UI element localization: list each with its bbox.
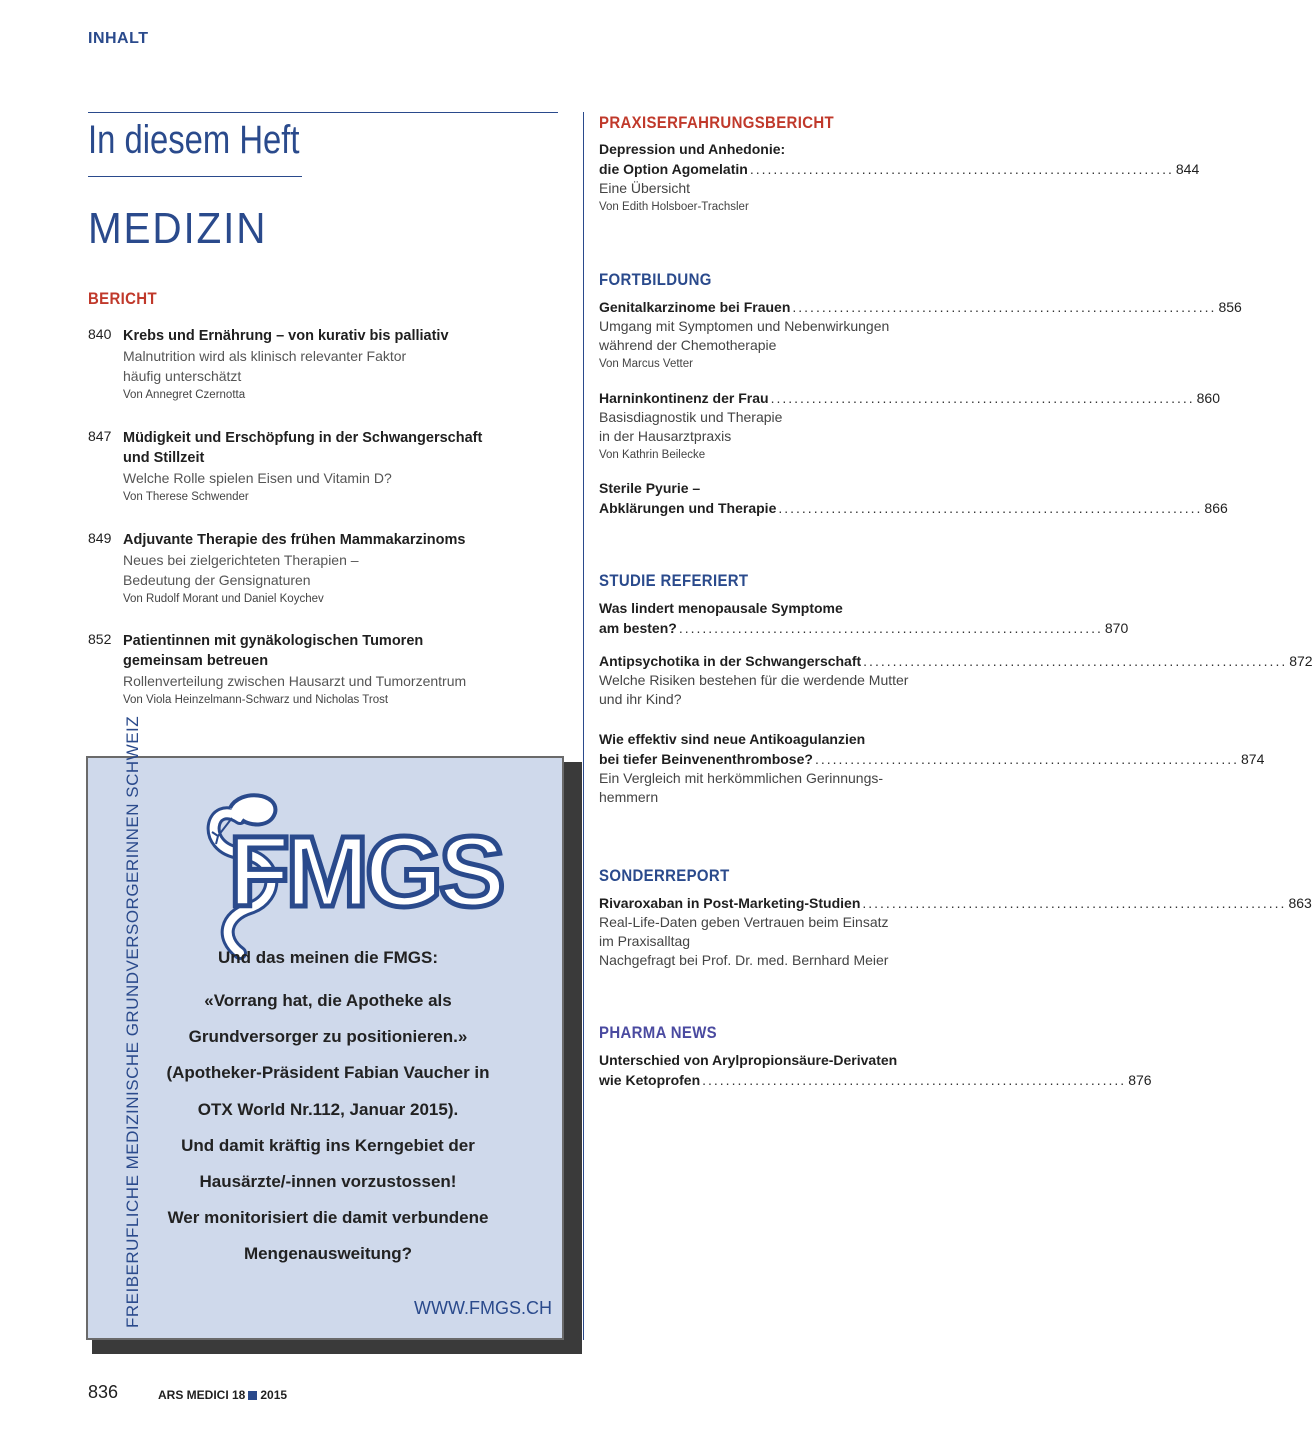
entry-title: Patientinnen mit gynäkologischen Tumoren — [123, 633, 424, 649]
toc-entry[interactable] — [599, 651, 1313, 709]
page-title: In diesem Heft — [88, 118, 300, 162]
fmgs-advertisement[interactable] — [86, 715, 564, 1340]
entry-subtitle: Neues bei zielgerichteten Therapien – — [123, 552, 359, 568]
entry-subtitle: Malnutrition wird als klinisch relevanter Faktor — [123, 348, 407, 364]
entry-author: Von Marcus Vetter — [599, 358, 693, 370]
entry-subtitle: Basisdiagnostik und Therapie — [599, 409, 783, 425]
ad-line: Hausärzte/-innen vorzustossen! — [199, 1172, 457, 1191]
entry-subtitle: Umgang mit Symptomen und Nebenwirkungen — [599, 318, 890, 334]
journal-name: ARS MEDICI 18 — [158, 1388, 246, 1402]
category-praxiserfahrungsbericht: PRAXISERFAHRUNGSBERICHT — [599, 113, 835, 132]
ad-line: (Apotheker-Präsident Fabian Vaucher in — [166, 1063, 490, 1082]
toc-entry[interactable] — [599, 893, 1312, 970]
entry-title: am besten? — [599, 620, 677, 636]
entry-page: 860 — [1196, 390, 1220, 406]
leader-dots: ........................................................................ — [678, 620, 1103, 636]
entry-subtitle: hemmern — [599, 789, 659, 805]
entry-title: Sterile Pyurie – — [599, 480, 701, 496]
entry-author: Von Viola Heinzelmann-Schwarz und Nicholas Trost — [123, 694, 389, 706]
entry-subtitle: Bedeutung der Gensignaturen — [123, 572, 311, 588]
category-studie-referiert: STUDIE REFERIERT — [599, 571, 749, 590]
entry-title: Harninkontinenz der Frau — [599, 390, 769, 406]
entry-subtitle: in der Hausarztpraxis — [599, 428, 732, 444]
entry-subtitle: Rollenverteilung zwischen Hausarzt und Tumorzentrum — [123, 673, 467, 689]
category-fortbildung: FORTBILDUNG — [599, 270, 712, 289]
ad-line: Und das meinen die FMGS: — [217, 948, 439, 967]
entry-title: die Option Agomelatin — [599, 161, 748, 177]
leader-dots: ........................................................................ — [863, 653, 1288, 669]
heading-rule — [88, 176, 302, 177]
ad-line: Grundversorger zu positionieren.» — [188, 1027, 468, 1046]
entry-author: Von Annegret Czernotta — [123, 389, 246, 401]
entry-title: Antipsychotika in der Schwangerschaft — [599, 653, 862, 669]
entry-title: Genitalkarzinome bei Frauen — [599, 299, 791, 315]
entry-subtitle: und ihr Kind? — [599, 691, 682, 707]
journal-year: 2015 — [260, 1388, 288, 1402]
ad-line: Und damit kräftig ins Kerngebiet der — [181, 1136, 475, 1155]
square-icon — [248, 1391, 257, 1400]
ad-line: OTX World Nr.112, Januar 2015). — [197, 1100, 459, 1119]
entry-subtitle: Welche Rolle spielen Eisen und Vitamin D? — [123, 470, 392, 486]
logo-text: FMGS — [228, 816, 502, 928]
entry-title: Unterschied von Arylpropionsäure-Derivaten — [599, 1052, 898, 1068]
fmgs-logo — [170, 778, 510, 958]
entry-title: Müdigkeit und Erschöpfung in der Schwangerschaft — [123, 430, 483, 446]
entry-page: 840 — [88, 326, 112, 342]
entry-author: Von Therese Schwender — [123, 491, 249, 503]
section-label: INHALT — [88, 30, 149, 47]
ad-line: Wer monitorisiert die damit verbundene — [167, 1208, 489, 1227]
leader-dots: ........................................................................ — [778, 500, 1203, 516]
entry-subtitle: Eine Übersicht — [599, 180, 691, 196]
category-bericht: BERICHT — [88, 289, 157, 308]
entry-page: 874 — [1241, 751, 1265, 767]
category-sonderreport: SONDERREPORT — [599, 866, 730, 885]
ad-side-text: FREIBERUFLICHE MEDIZINISCHE GRUNDVERSORGERINNEN SCHWEIZ — [123, 715, 142, 1328]
entry-title: und Stillzeit — [123, 450, 205, 466]
entry-page: 852 — [88, 631, 112, 647]
entry-subtitle: Real-Life-Daten geben Vertrauen beim Einsatz — [599, 914, 889, 930]
entry-title: Depression und Anhedonie: — [599, 141, 786, 157]
entry-subtitle: Nachgefragt bei Prof. Dr. med. Bernhard Meier — [599, 952, 889, 968]
toc-entry[interactable] — [599, 729, 1265, 807]
ad-url-link[interactable]: WWW.FMGS.CH — [414, 1298, 552, 1318]
page-number: 836 — [88, 1382, 119, 1402]
leader-dots: ........................................................................ — [814, 751, 1239, 767]
entry-title: Abklärungen und Therapie — [599, 500, 777, 516]
toc-entry[interactable] — [599, 139, 1200, 216]
entry-page: 863 — [1288, 895, 1312, 911]
category-pharma-news: PHARMA NEWS — [599, 1023, 718, 1042]
entry-title: Krebs und Ernährung – von kurativ bis palliativ — [123, 328, 449, 344]
entry-page: 866 — [1204, 500, 1228, 516]
journal-info — [158, 1388, 287, 1402]
leader-dots: ........................................................................ — [862, 895, 1287, 911]
toc-entry[interactable] — [599, 297, 1242, 373]
top-rule — [88, 112, 558, 113]
entry-subtitle: häufig unterschätzt — [123, 368, 242, 384]
column-divider — [583, 112, 584, 1340]
entry-page: 844 — [1175, 161, 1200, 177]
entry-title: Rivaroxaban in Post-Marketing-Studien — [599, 895, 861, 911]
leader-dots: ........................................................................ — [792, 299, 1217, 315]
leader-dots: ........................................................................ — [749, 161, 1174, 177]
entry-title: gemeinsam betreuen — [123, 653, 269, 669]
entry-page: 876 — [1128, 1072, 1152, 1088]
toc-entry[interactable] — [599, 478, 1228, 518]
entry-page: 847 — [88, 428, 112, 444]
entry-subtitle: Ein Vergleich mit herkömmlichen Gerinnungs- — [599, 770, 884, 786]
entry-title: Was lindert menopausale Symptome — [599, 600, 843, 616]
leader-dots: ........................................................................ — [702, 1072, 1127, 1088]
leader-dots: ........................................................................ — [770, 390, 1195, 406]
entry-page: 870 — [1104, 620, 1129, 636]
entry-title: bei tiefer Beinvenenthrombose? — [599, 751, 813, 767]
entry-title: wie Ketoprofen — [599, 1072, 701, 1088]
entry-title: Wie effektiv sind neue Antikoagulanzien — [599, 731, 866, 747]
entry-page: 849 — [88, 530, 112, 546]
entry-author: Von Kathrin Beilecke — [599, 449, 706, 461]
entry-subtitle: Welche Risiken bestehen für die werdende Mutter — [599, 672, 909, 688]
entry-subtitle: während der Chemotherapie — [599, 337, 777, 353]
toc-entry[interactable] — [599, 598, 1129, 638]
entry-page: 856 — [1218, 299, 1242, 315]
entry-subtitle: im Praxisalltag — [599, 933, 691, 949]
ad-line: Mengenausweitung? — [243, 1244, 413, 1263]
ad-line: «Vorrang hat, die Apotheke als — [204, 991, 452, 1010]
entry-title: Adjuvante Therapie des frühen Mammakarzinoms — [123, 532, 466, 548]
entry-author: Von Rudolf Morant und Daniel Koychev — [123, 593, 324, 605]
section-heading: MEDIZIN — [88, 204, 268, 253]
toc-entry[interactable] — [599, 388, 1220, 464]
entry-page: 872 — [1289, 653, 1313, 669]
entry-author: Von Edith Holsboer-Trachsler — [599, 201, 749, 213]
toc-entry[interactable] — [599, 1050, 1152, 1090]
